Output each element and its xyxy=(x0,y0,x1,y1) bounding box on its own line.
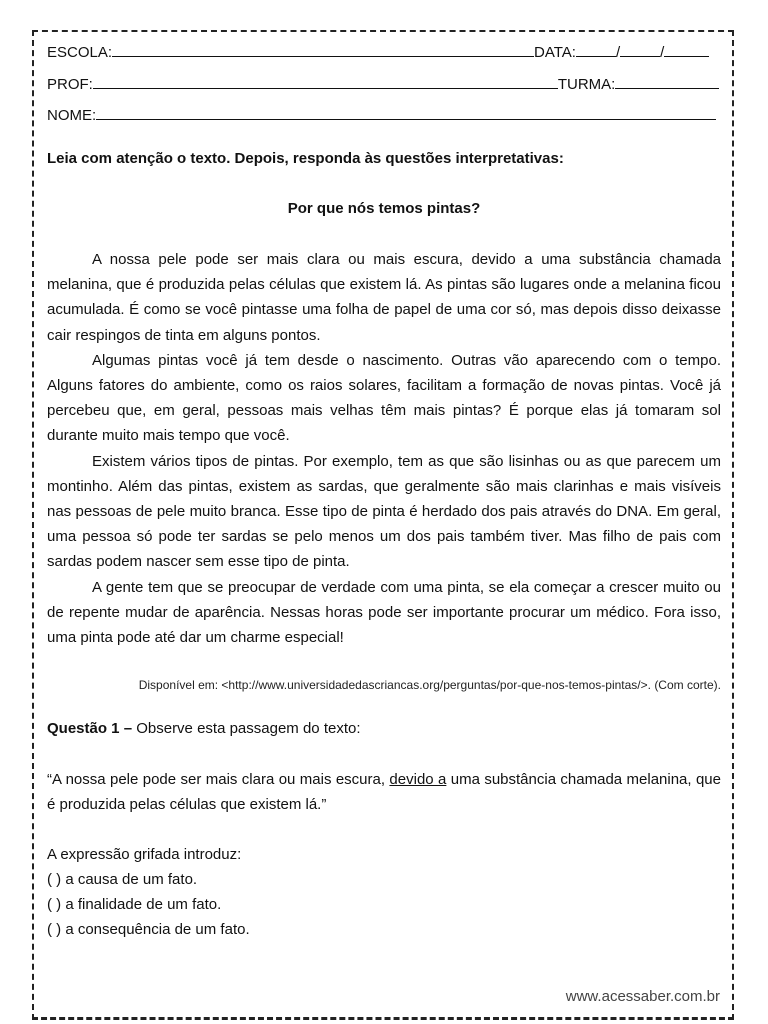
question-1-prompt: Observe esta passagem do texto: xyxy=(132,720,361,737)
paragraph: A gente tem que se preocupar de verdade com uma pinta, se ela começar a crescer muito ou de repente mudar de aparência. Nessas horas pode ser importante procurar um médico. Fora isso, uma pinta pode até dar um charme especial! xyxy=(47,578,721,647)
worksheet-page xyxy=(32,30,734,1020)
turma-label: TURMA: xyxy=(557,76,616,93)
data-label: DATA: xyxy=(534,44,576,61)
quote-end: uma substância chamada melanina, que é produzida pelas células que existem lá.” xyxy=(47,771,721,814)
instruction: Leia com atenção o texto. Depois, responda às questões interpretativas: xyxy=(47,150,564,167)
nome-label: NOME: xyxy=(47,107,97,124)
question-1-heading xyxy=(47,720,361,737)
paragraph: Algumas pintas você já tem desde o nascimento. Outras vão aparecendo com o tempo. Alguns fatores do ambiente, como os raios solares, facilitam a formação de novas pintas. Você já percebeu que, em geral, pessoas mais velhas têm mais pintas? É porque elas já tomaram sol durante muito mais tempo que você. xyxy=(47,351,721,445)
text-title: Por que nós temos pintas? xyxy=(287,200,481,217)
option-cause[interactable]: ( ) a causa de um fato. xyxy=(47,871,198,888)
date-separator: / xyxy=(615,44,621,61)
question-1-quote xyxy=(47,767,721,817)
date-day-field[interactable] xyxy=(576,44,616,57)
question-1-ask: A expressão grifada introduz: xyxy=(47,846,242,863)
date-year-field[interactable] xyxy=(664,44,709,57)
reading-text xyxy=(47,247,721,650)
option-purpose[interactable]: ( ) a finalidade de um fato. xyxy=(47,896,222,913)
turma-field[interactable] xyxy=(615,76,719,89)
quote-start: “A nossa pele pode ser mais clara ou mais escura, xyxy=(47,771,390,788)
escola-line xyxy=(47,44,709,61)
paragraph: Existem vários tipos de pintas. Por exemplo, tem as que são lisinhas ou as que parecem um montinho. Além das pintas, existem as sardas, que geralmente são mais clarinhas e mais visíveis nas pessoas de pele muito branca. Esse tipo de pinta é herdado dos pais através do DNA. Em geral, uma pessoa só pode ter sardas se pelo menos um dos pais também tiver. Mas filho de pais com sardas podem nascer sem esse tipo de pinta. xyxy=(47,452,721,571)
source-citation: Disponível em: <http://www.universidadedascriancas.org/perguntas/por-que-nos-temos-pintas/>. (Com corte). xyxy=(138,678,721,692)
date-separator: / xyxy=(660,44,665,61)
escola-label: ESCOLA: xyxy=(47,44,113,61)
escola-field[interactable] xyxy=(112,44,534,57)
prof-field[interactable] xyxy=(93,76,558,89)
prof-label: PROF: xyxy=(47,76,93,93)
prof-line xyxy=(47,76,719,93)
question-1-label: Questão 1 – xyxy=(47,720,133,737)
quote-underlined-expression: devido a xyxy=(389,771,447,788)
paragraph: A nossa pele pode ser mais clara ou mais escura, devido a uma substância chamada melanina, que é produzida pelas células que existem lá. As pintas são lugares onde a melanina ficou acumulada. É como se você pintasse uma folha de papel de uma cor só, mas depois disso deixasse cair respingos de tinta em alguns pontos. xyxy=(47,251,721,344)
date-month-field[interactable] xyxy=(620,44,660,57)
nome-line xyxy=(47,107,716,124)
option-consequence[interactable]: ( ) a consequência de um fato. xyxy=(47,921,250,938)
nome-field[interactable] xyxy=(96,107,716,120)
footer-site: www.acessaber.com.br xyxy=(565,988,720,1005)
